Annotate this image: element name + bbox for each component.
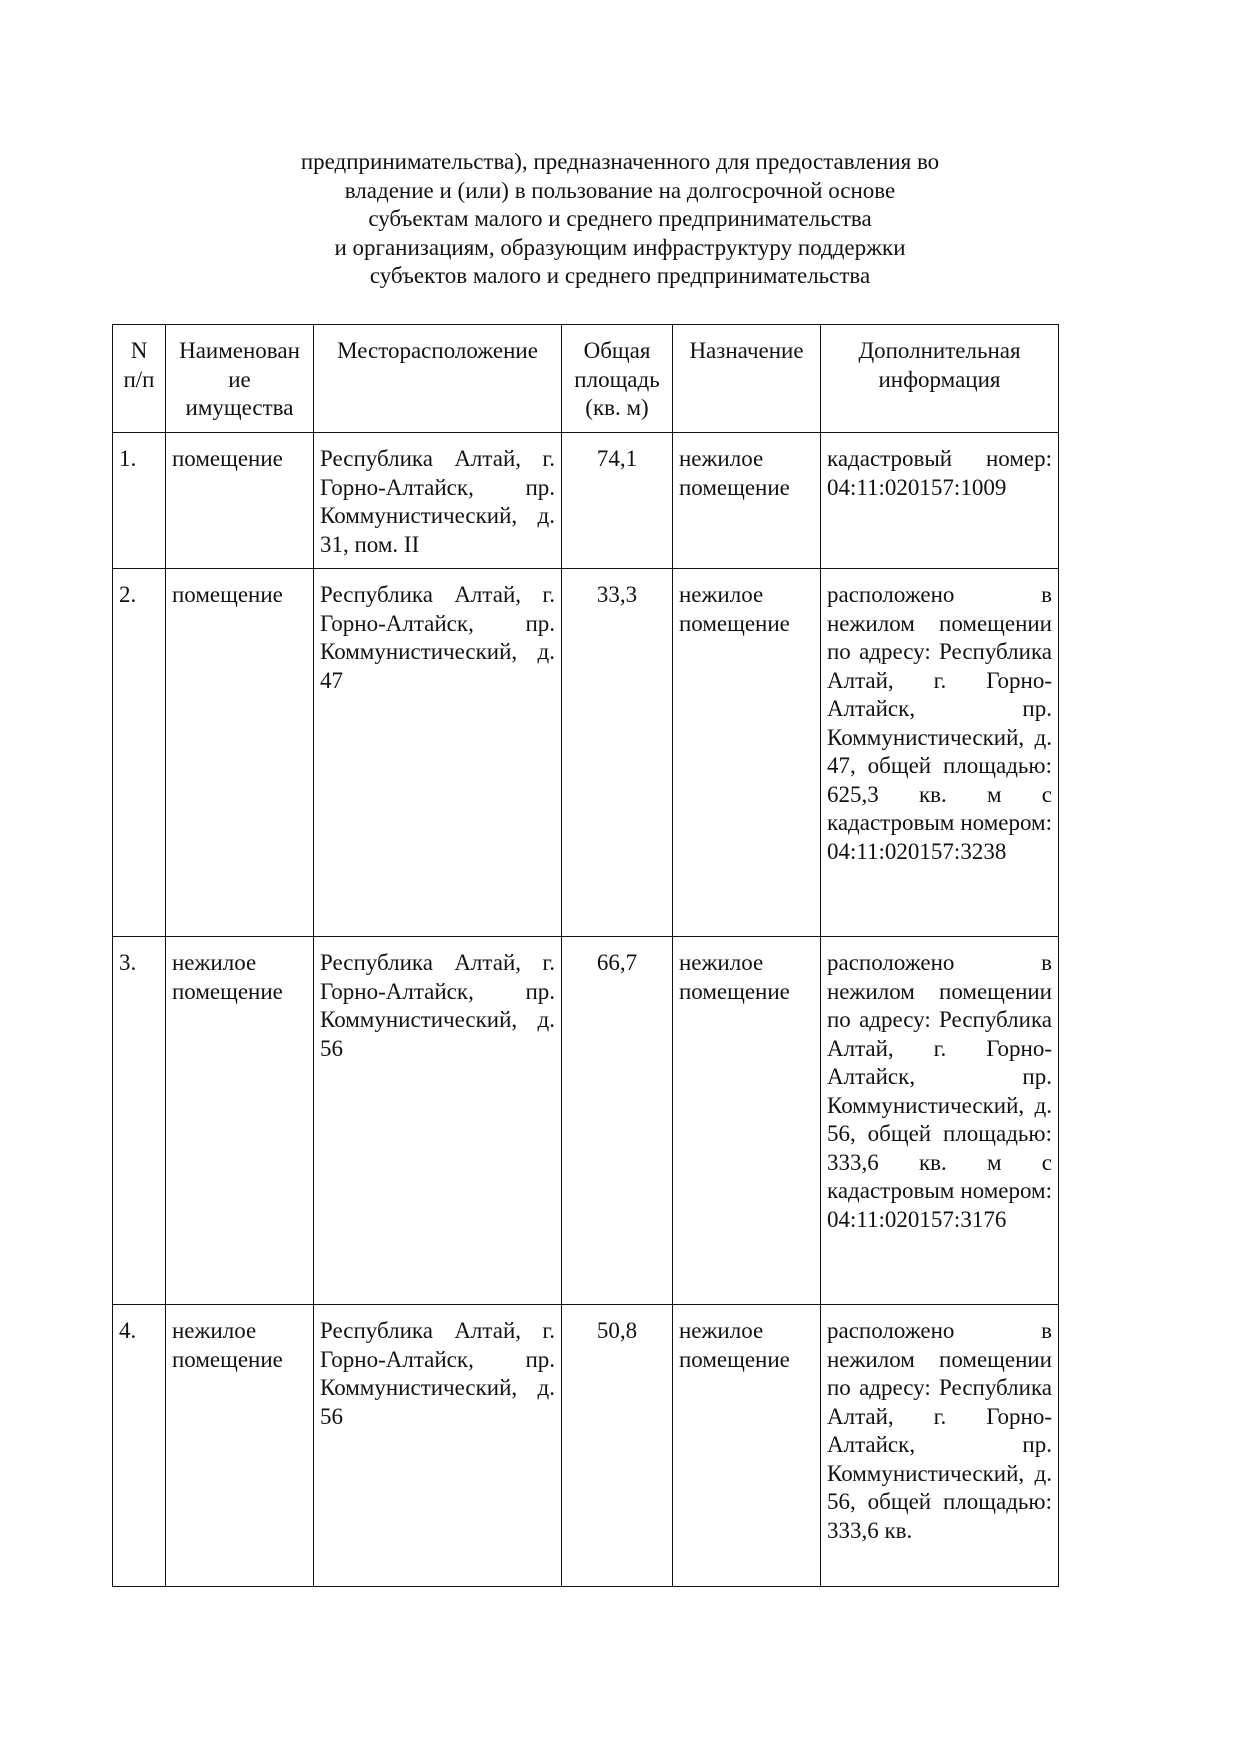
cell-name: нежилое помещение — [166, 937, 314, 1305]
cell-number: 1. — [113, 433, 166, 569]
table-row — [113, 569, 1059, 937]
table-row — [113, 433, 1059, 569]
table-row — [113, 937, 1059, 1305]
property-table — [112, 324, 1059, 1587]
heading-line: субъектов малого и среднего предпринимательства — [369, 263, 871, 288]
column-header-purpose: Назначение — [673, 325, 821, 433]
cell-area: 33,3 — [562, 569, 673, 937]
column-header-number: N п/п — [113, 325, 166, 433]
cell-name: помещение — [166, 569, 314, 937]
heading-line: предпринимательства), предназначенного для предоставления во — [300, 149, 940, 174]
cell-location: Республика Алтай, г. Горно-Алтайск, пр. Коммунистический, д. 31, пом. II — [314, 433, 562, 569]
heading-line: субъектам малого и среднего предпринимательства — [368, 206, 872, 231]
cell-purpose: нежилое помещение — [673, 937, 821, 1305]
cell-purpose: нежилое помещение — [673, 569, 821, 937]
table-header-row — [113, 325, 1059, 433]
cell-location: Республика Алтай, г. Горно-Алтайск, пр. Коммунистический, д. 47 — [314, 569, 562, 937]
column-header-area: Общая площадь (кв. м) — [562, 325, 673, 433]
cell-info: кадастровый номер: 04:11:020157:1009 — [821, 433, 1059, 569]
cell-info: расположено в нежилом помещении по адресу: Республика Алтай, г. Горно-Алтайск, пр. Коммунистический, д. 47, общей площадью: 625,3 кв. м с кадастровым номером: 04:11:020157:3238 — [821, 569, 1059, 937]
table-row — [113, 1305, 1059, 1587]
column-header-location: Месторасположение — [314, 325, 562, 433]
cell-number: 4. — [113, 1305, 166, 1587]
cell-number: 3. — [113, 937, 166, 1305]
cell-info: расположено в нежилом помещении по адресу: Республика Алтай, г. Горно-Алтайск, пр. Коммунистический, д. 56, общей площадью: 333,6 кв. м с кадастровым номером: 04:11:020157:3176 — [821, 937, 1059, 1305]
cell-area: 74,1 — [562, 433, 673, 569]
column-header-name: Наименован ие имущества — [166, 325, 314, 433]
column-header-info: Дополнительная информация — [821, 325, 1059, 433]
cell-number: 2. — [113, 569, 166, 937]
cell-location: Республика Алтай, г. Горно-Алтайск, пр. Коммунистический, д. 56 — [314, 937, 562, 1305]
cell-purpose: нежилое помещение — [673, 433, 821, 569]
cell-name: помещение — [166, 433, 314, 569]
cell-info: расположено в нежилом помещении по адресу: Республика Алтай, г. Горно-Алтайск, пр. Коммунистический, д. 56, общей площадью: 333,6 кв. — [821, 1305, 1059, 1587]
heading-line: владение и (или) в пользование на долгосрочной основе — [344, 177, 896, 203]
cell-name: нежилое помещение — [166, 1305, 314, 1587]
cell-location: Республика Алтай, г. Горно-Алтайск, пр. Коммунистический, д. 56 — [314, 1305, 562, 1587]
cell-area: 66,7 — [562, 937, 673, 1305]
cell-purpose: нежилое помещение — [673, 1305, 821, 1587]
document-heading — [0, 148, 1240, 291]
heading-line: и организациям, образующим инфраструктуру поддержки — [334, 234, 906, 260]
cell-area: 50,8 — [562, 1305, 673, 1587]
